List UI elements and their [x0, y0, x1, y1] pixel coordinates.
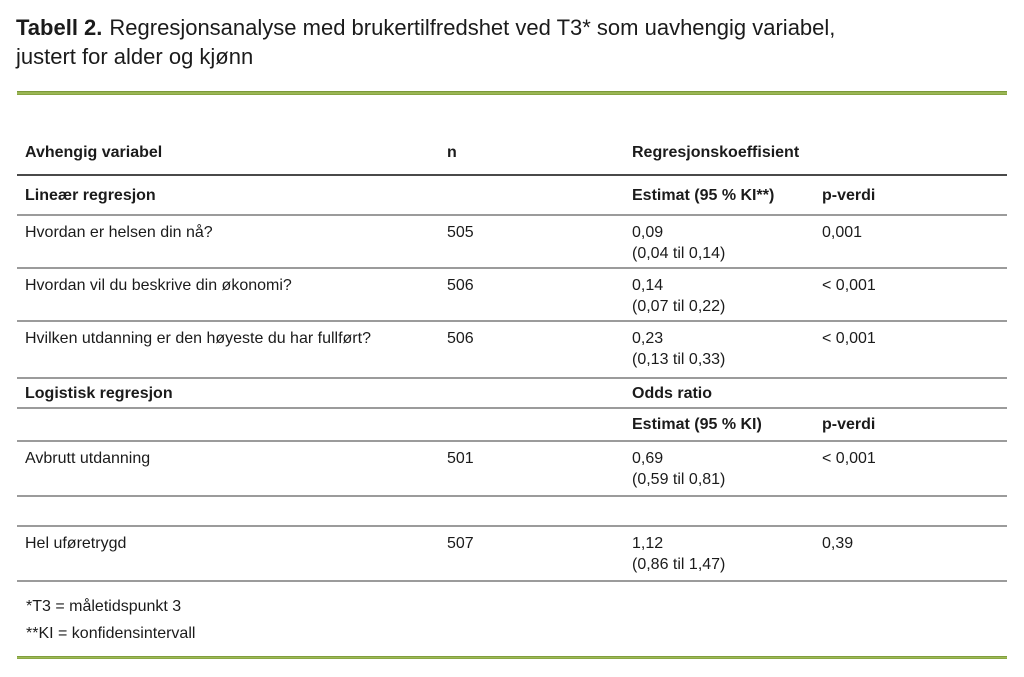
estimate-cell [632, 215, 822, 268]
estimate-value: 0,23 [632, 330, 664, 347]
section-label-linear: Lineær regresjon [17, 175, 447, 215]
spacer-row [17, 496, 1007, 526]
col-header-coefficient: Regresjonskoeffisient [632, 95, 822, 175]
estimate-header-logistic: Estimat (95 % KI) [632, 408, 822, 441]
logistic-section-row [17, 378, 1007, 408]
table-header-row [17, 95, 1007, 175]
n-cell: 506 [447, 321, 632, 378]
table-row [17, 215, 1007, 268]
table-number: Tabell 2. [16, 15, 103, 40]
estimate-cell [632, 441, 822, 496]
confidence-interval: (0,59 til 0,81) [632, 471, 726, 488]
variable-cell: Hvordan vil du beskrive din økonomi? [17, 268, 447, 321]
bottom-accent-rule [17, 656, 1007, 659]
p-header-logistic: p-verdi [822, 408, 1007, 441]
table-row [17, 321, 1007, 378]
logistic-section-header-row [17, 408, 1007, 441]
linear-section-header-row [17, 175, 1007, 215]
variable-cell: Hvilken utdanning er den høyeste du har fullført? [17, 321, 447, 378]
confidence-interval: (0,07 til 0,22) [632, 298, 726, 315]
section-label-logistic: Logistisk regresjon [17, 378, 447, 408]
confidence-interval: (0,13 til 0,33) [632, 351, 726, 368]
footnote: *T3 = måletidspunkt 3 [26, 598, 182, 615]
n-cell: 505 [447, 215, 632, 268]
estimate-value: 1,12 [632, 535, 664, 552]
variable-cell: Avbrutt utdanning [17, 441, 447, 496]
empty-cell [17, 408, 447, 441]
p-value-cell: < 0,001 [822, 268, 1007, 321]
table-row [17, 526, 1007, 581]
col-header-n: n [447, 95, 632, 175]
estimate-cell [632, 526, 822, 581]
n-cell: 507 [447, 526, 632, 581]
empty-cell [822, 378, 1007, 408]
estimate-cell [632, 321, 822, 378]
estimate-value: 0,14 [632, 277, 664, 294]
table-row [17, 441, 1007, 496]
title-line-1 [16, 13, 1024, 42]
empty-cell [447, 408, 632, 441]
title-text-1: Regresjonsanalyse med brukertilfredshet ved T3* som uavhengig variabel, [109, 15, 836, 40]
n-cell: 501 [447, 441, 632, 496]
empty-cell [447, 378, 632, 408]
empty-cell [17, 496, 1007, 526]
estimate-header-linear: Estimat (95 % KI**) [632, 175, 822, 215]
table-figure [0, 13, 1024, 677]
p-value-cell: 0,39 [822, 526, 1007, 581]
variable-cell: Hel uføretrygd [17, 526, 447, 581]
estimate-cell [632, 268, 822, 321]
variable-cell: Hvordan er helsen din nå? [17, 215, 447, 268]
measure-label-odds-ratio: Odds ratio [632, 378, 822, 408]
footnote: **KI = konfidensintervall [26, 625, 196, 642]
empty-cell [447, 175, 632, 215]
n-cell: 506 [447, 268, 632, 321]
col-header-variable: Avhengig variabel [17, 95, 447, 175]
p-value-cell: < 0,001 [822, 321, 1007, 378]
title-line-2: justert for alder og kjønn [16, 44, 254, 69]
regression-table [17, 95, 1007, 582]
estimate-value: 0,09 [632, 224, 664, 241]
footnotes [26, 593, 1024, 647]
p-header-linear: p-verdi [822, 175, 1007, 215]
p-value-cell: < 0,001 [822, 441, 1007, 496]
table-title [16, 13, 1024, 71]
table-row [17, 268, 1007, 321]
col-header-empty [822, 95, 1007, 175]
p-value-cell: 0,001 [822, 215, 1007, 268]
confidence-interval: (0,86 til 1,47) [632, 556, 726, 573]
confidence-interval: (0,04 til 0,14) [632, 245, 726, 262]
estimate-value: 0,69 [632, 450, 664, 467]
